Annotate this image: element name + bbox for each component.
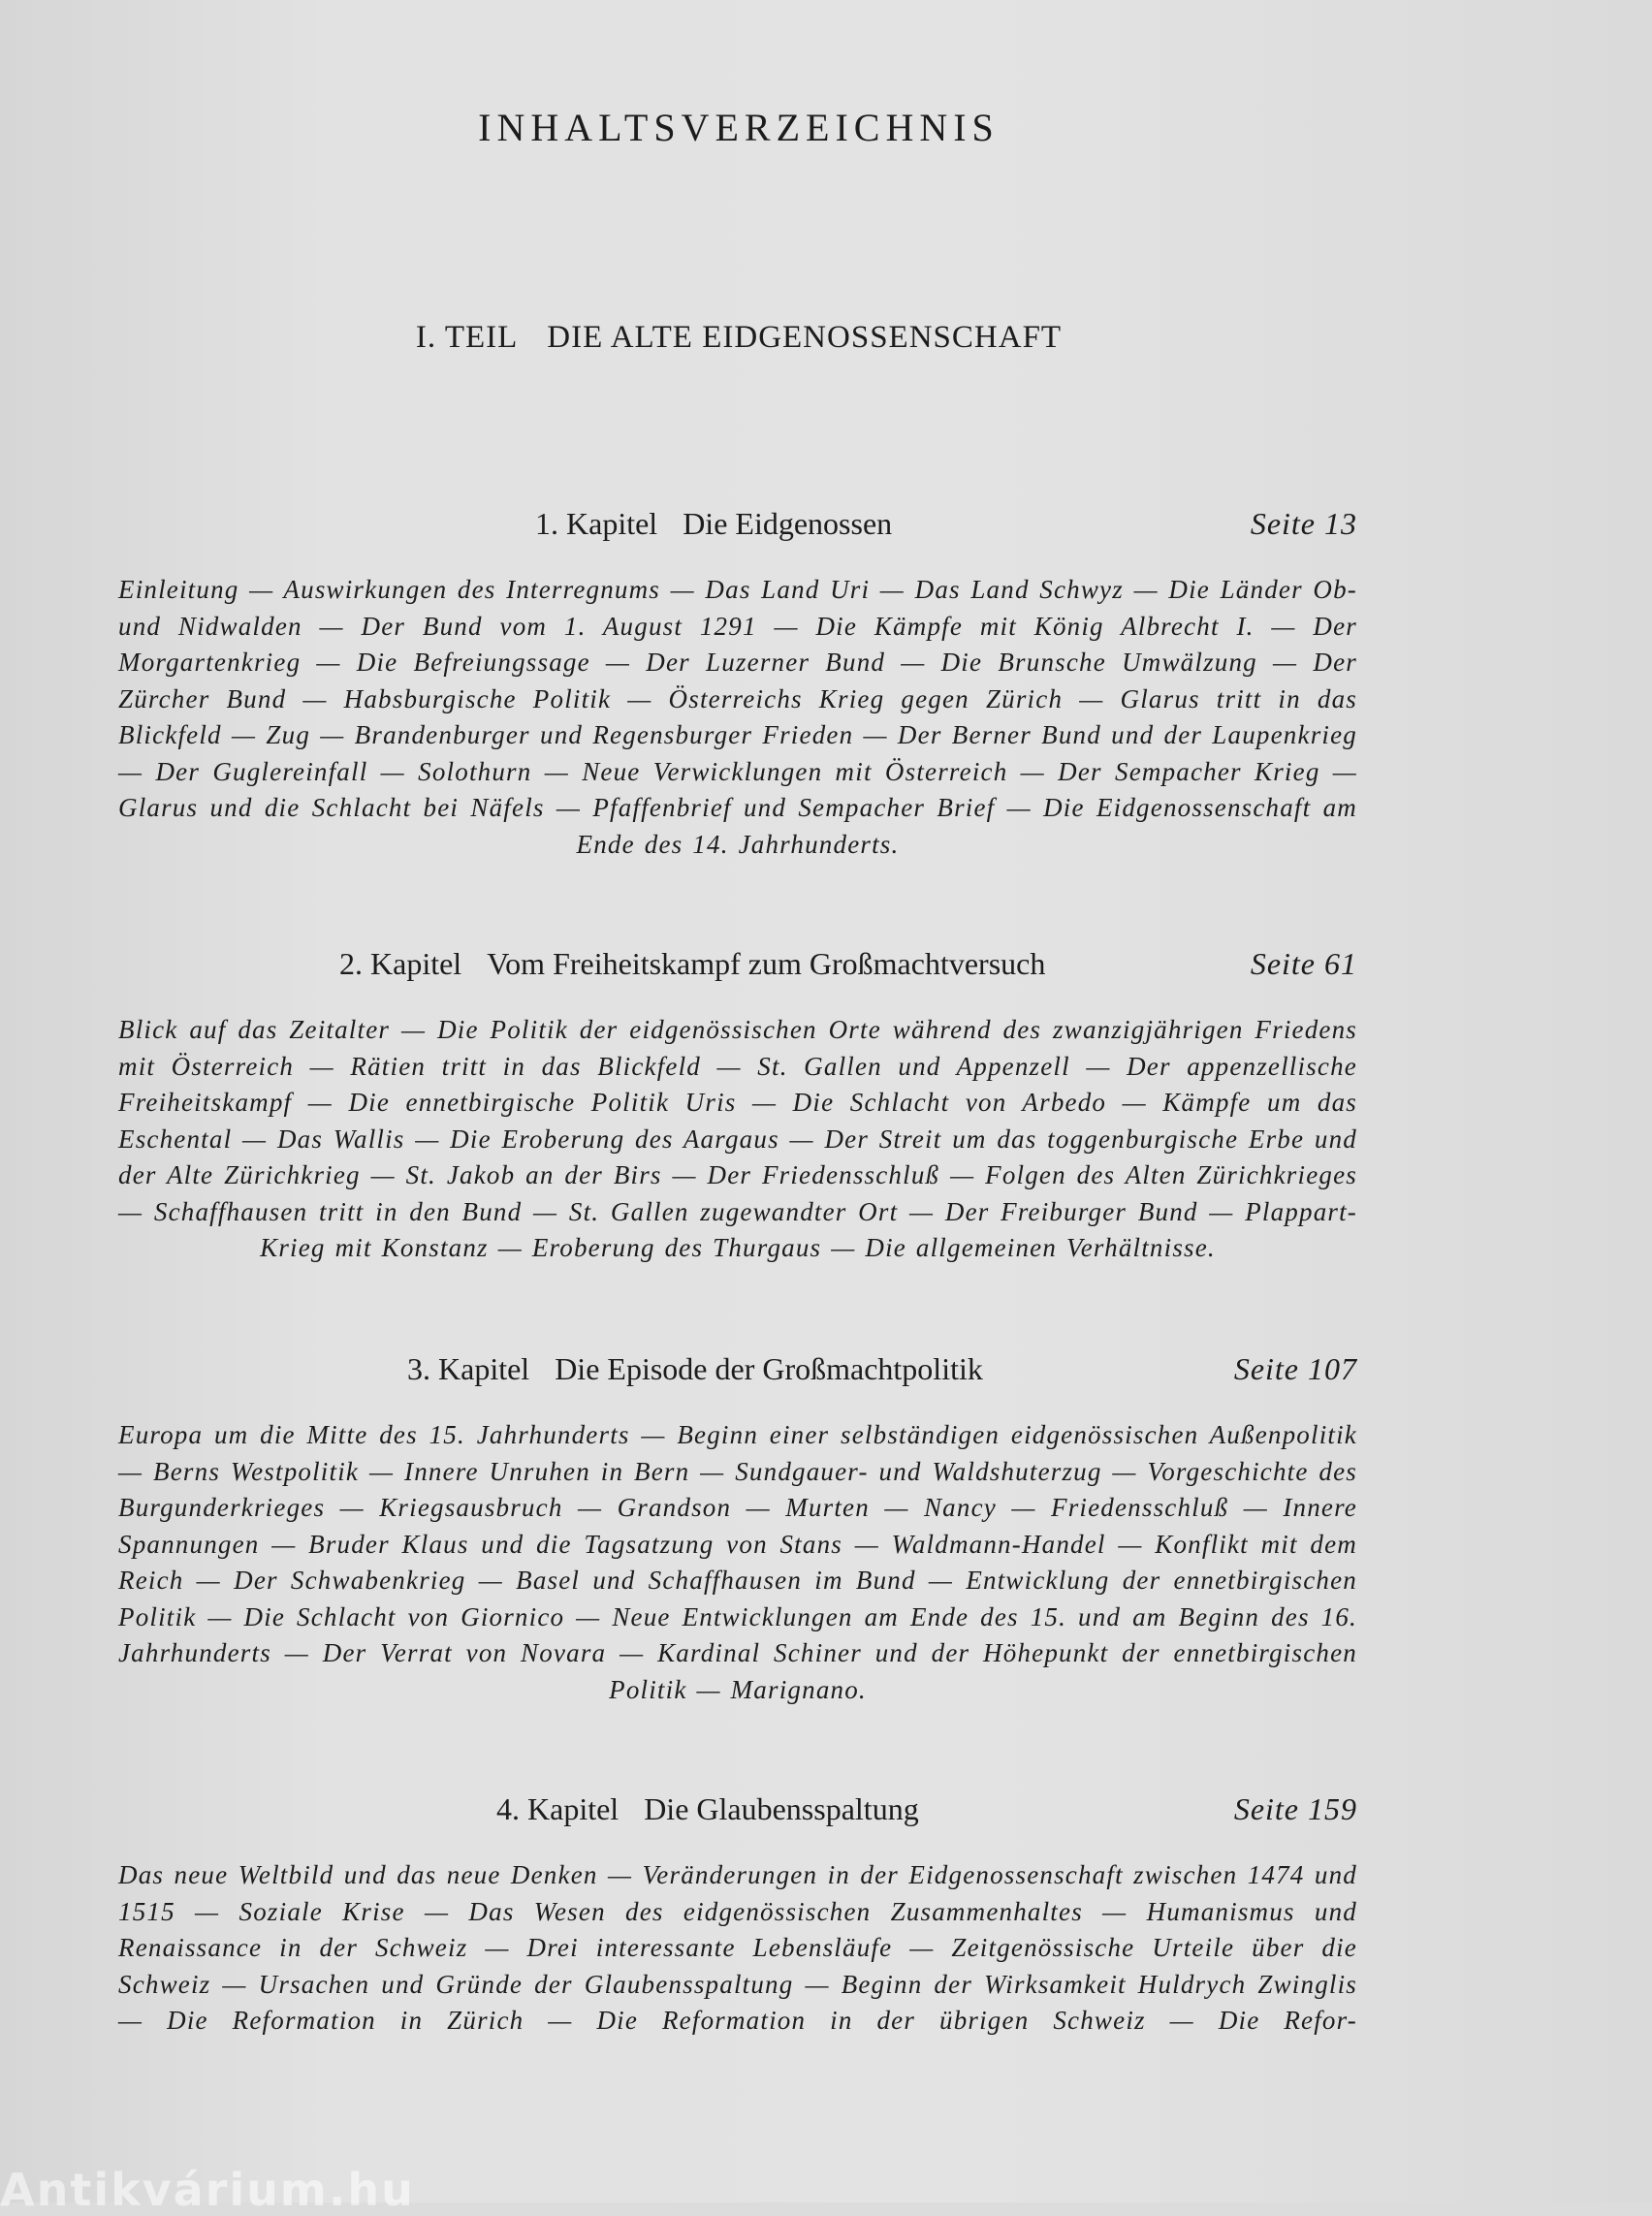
chapter-heading [118,506,1357,554]
chapter-label: 4. Kapitel [496,1791,620,1826]
chapter-entry [118,506,1357,863]
chapter-page: Seite 61 [1250,946,1357,981]
chapter-entry [118,946,1357,1267]
chapter-label: 2. Kapitel [339,946,462,981]
chapter-name: Die Eidgenossen [683,506,893,541]
part-heading [0,320,1477,356]
chapter-summary: Europa um die Mitte des 15. Jahrhunderts — Beginn einer selbständigen eidgenössischen Außenpolitik — Berns Westpolitik — Innere Unruhen in Bern — Sundgauer- und Waldshuterzug — Vorgeschichte des Burgunderkrieges — Kriegsausbruch — Grandson — Murten — Nancy — Friedensschluß — Innere Spannungen — Bruder Klaus und die Tagsatzung von Stans — Waldmann-Handel — Konflikt mit dem Reich — Der Schwabenkrieg — Basel und Schaffhausen im Bund — Entwicklung der ennetbirgischen Politik — Die Schlacht von Giornico — Neue Entwicklungen am Ende des 15. und am Beginn des 16. Jahrhunderts — Der Verrat von Novara — Kardinal Schiner und der Höhepunkt der ennetbirgischen Politik — Marignano. [118,1420,1357,1704]
chapter-page: Seite 107 [1233,1351,1357,1386]
part-name: DIE ALTE EIDGENOSSENSCHAFT [547,320,1063,355]
chapter-page: Seite 159 [1233,1791,1357,1826]
chapter-page: Seite 13 [1250,506,1357,541]
chapter-entry [118,1351,1357,1708]
chapter-name: Die Episode der Großmachtpolitik [555,1351,983,1386]
watermark: Antikvárium.hu [0,2164,415,2216]
chapter-label: 3. Kapitel [407,1351,530,1386]
chapter-heading [118,946,1357,995]
chapter-label: 1. Kapitel [535,506,658,541]
part-number: I. TEIL [415,320,519,355]
chapter-name: Vom Freiheitskampf zum Großmachtversuch [487,946,1046,981]
chapter-summary: Blick auf das Zeitalter — Die Politik der eidgenössischen Orte während des zwanzigjährigen Friedens mit Österreich — Rätien tritt in das Blickfeld — St. Gallen und Appenzell — Der appenzellische Freiheitskampf — Die ennetbirgische Politik Uris — Die Schlacht von Arbedo — Kämpfe um das Eschental — Das Wallis — Die Eroberung des Aargaus — Der Streit um das toggenburgische Erbe und der Alte Zürichkrieg — St. Jakob an der Birs — Der Friedensschluß — Folgen des Alten Zürichkrieges — Schaffhausen tritt in den Bund — St. Gallen zugewandter Ort — Der Freiburger Bund — Plappart-Krieg mit Konstanz — Eroberung des Thurgaus — Die allgemeinen Verhältnisse. [118,1015,1357,1262]
chapter-heading [118,1791,1357,1840]
chapter-name: Die Glaubensspaltung [644,1791,919,1826]
chapter-entry [118,1791,1357,2040]
page-title: INHALTSVERZEICHNIS [478,106,1000,149]
chapter-summary: Einleitung — Auswirkungen des Interregnums — Das Land Uri — Das Land Schwyz — Die Länder Ob- und Nidwalden — Der Bund vom 1. August 1291 — Die Kämpfe mit König Albrecht I. — Der Morgartenkrieg — Die Befreiungssage — Der Luzerner Bund — Die Brunsche Umwälzung — Der Zürcher Bund — Habsburgische Politik — Österreichs Krieg gegen Zürich — Glarus tritt in das Blickfeld — Zug — Brandenburger und Regensburger Frieden — Der Berner Bund und der Laupenkrieg — Der Guglereinfall — Solothurn — Neue Verwicklungen mit Österreich — Der Sempacher Krieg — Glarus und die Schlacht bei Näfels — Pfaffenbrief und Sempacher Brief — Die Eidgenossenschaft am Ende des 14. Jahrhunderts. [118,575,1357,859]
chapter-heading [118,1351,1357,1400]
chapter-summary: Das neue Weltbild und das neue Denken — Veränderungen in der Eidgenossenschaft zwischen 1474 und 1515 — Soziale Krise — Das Wesen des eidgenössischen Zusammenhaltes — Humanismus und Renaissance in der Schweiz — Drei interessante Lebensläufe — Zeitgenössische Urteile über die Schweiz — Ursachen und Gründe der Glaubensspaltung — Beginn der Wirksamkeit Huldrych Zwinglis — Die Reformation in Zürich — Die Reformation in der übrigen Schweiz — Die Refor- [118,1860,1357,2035]
